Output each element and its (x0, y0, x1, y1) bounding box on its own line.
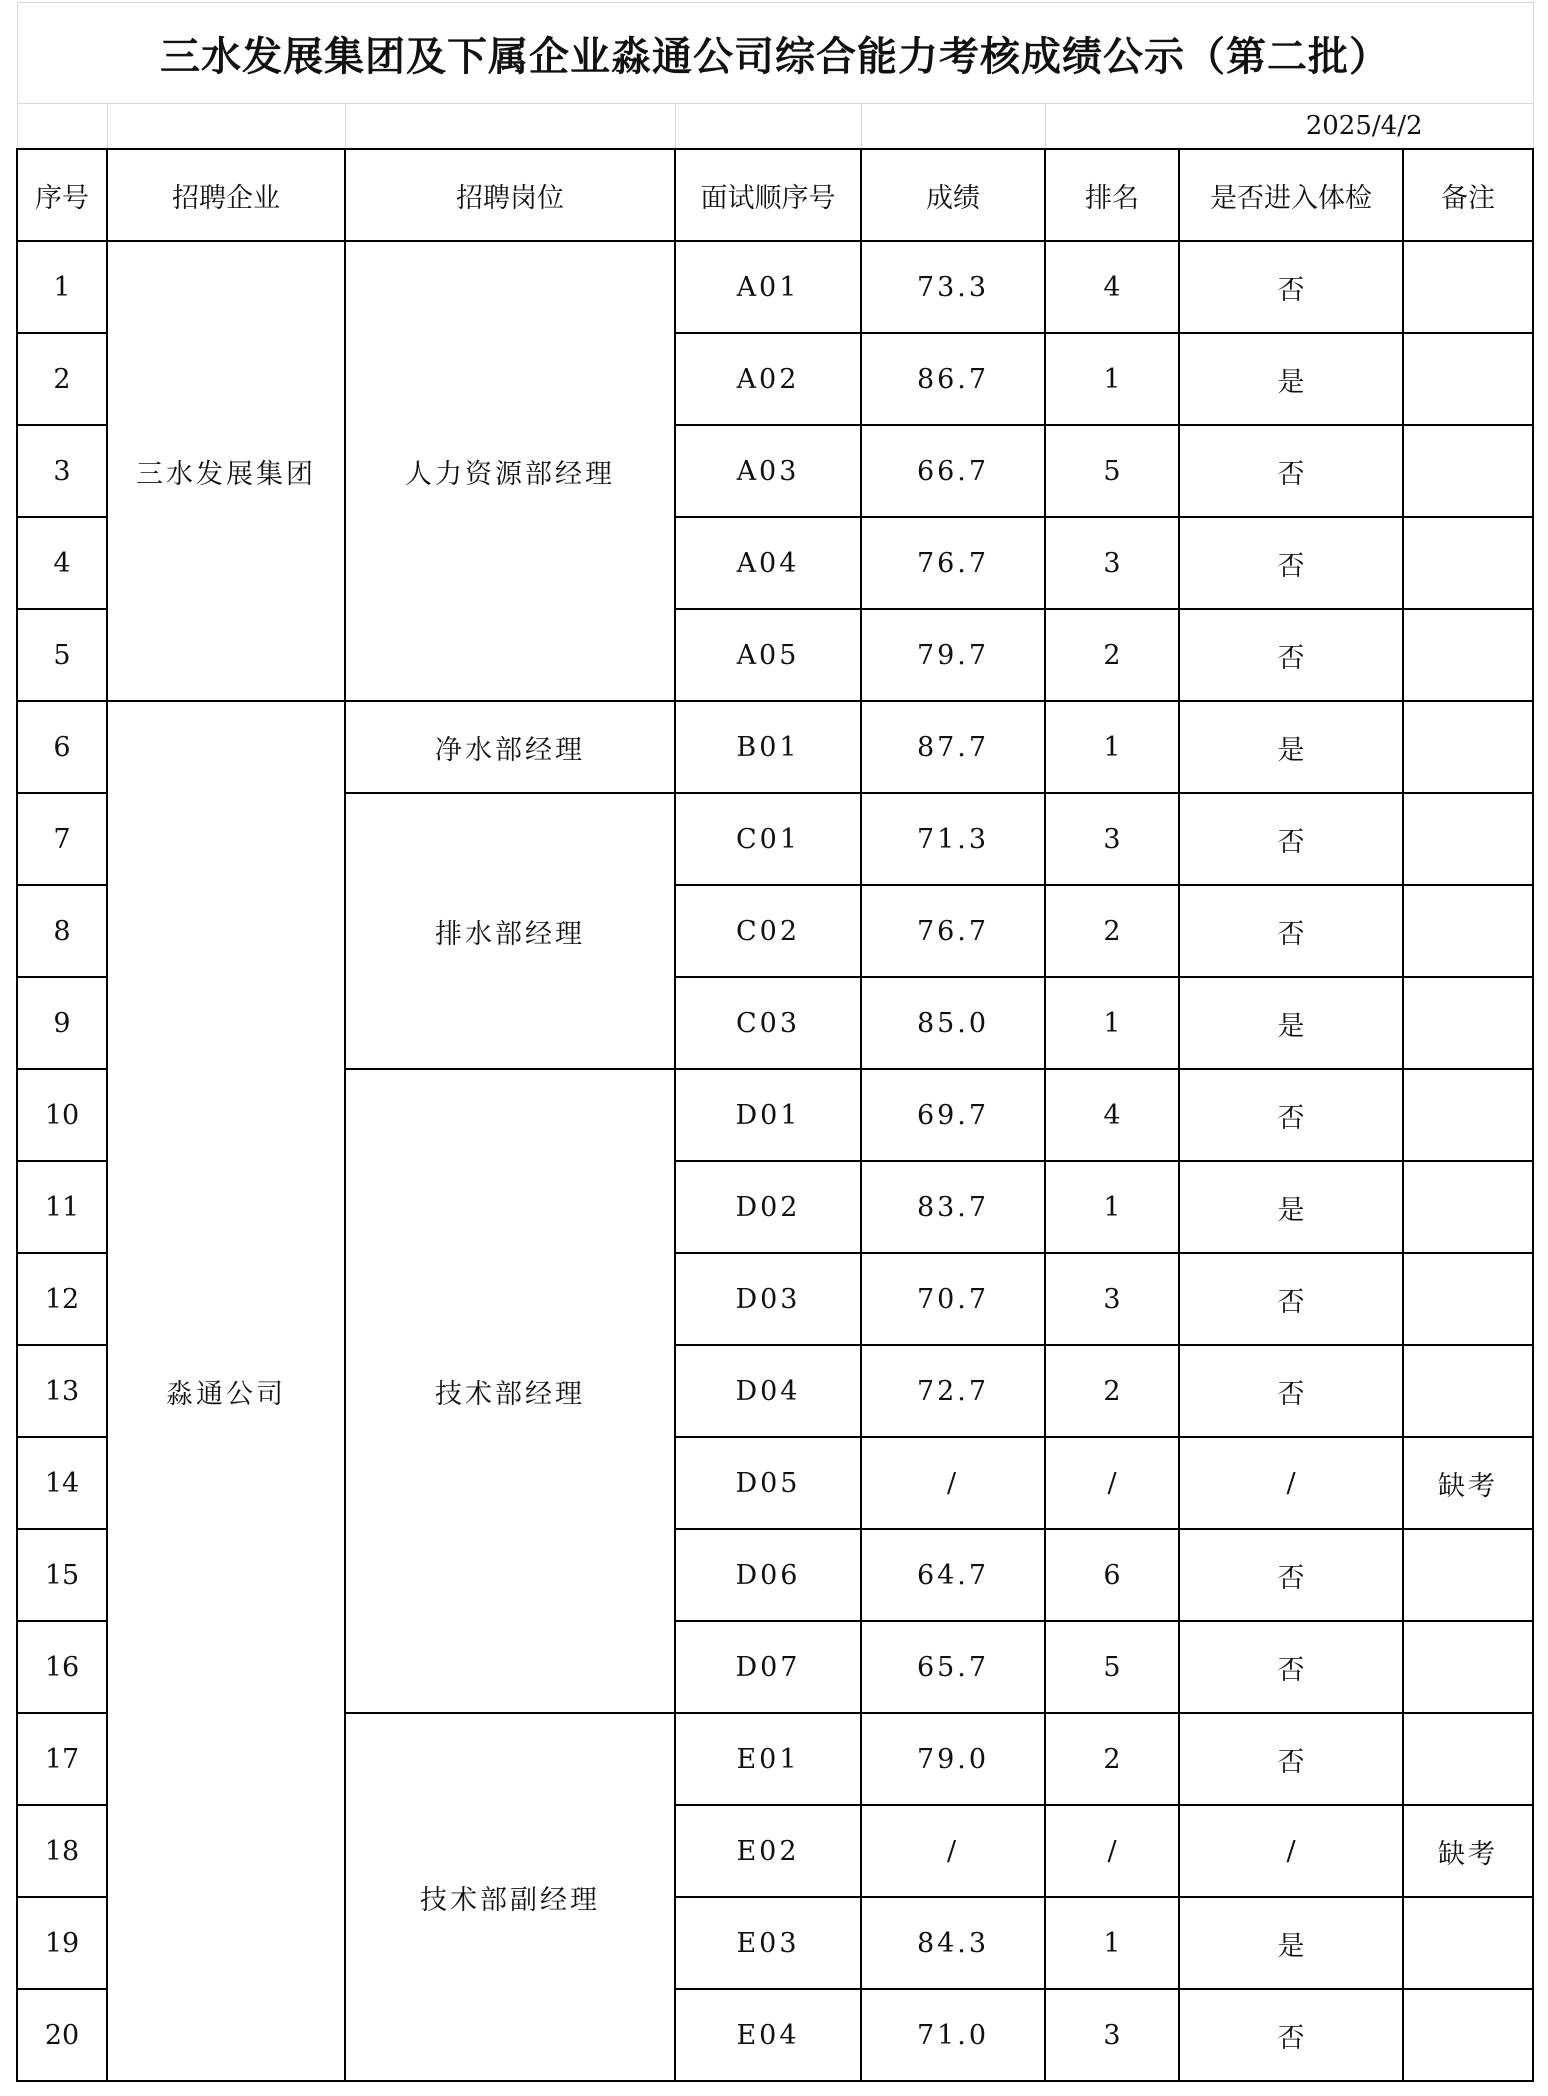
cell-rank: 1 (1045, 333, 1179, 425)
cell-score: 87.7 (861, 701, 1045, 793)
cell-physical-exam: 否 (1179, 1529, 1403, 1621)
header-company: 招聘企业 (107, 149, 345, 241)
blank-cell (861, 104, 1045, 150)
cell-interview-order: D04 (675, 1345, 861, 1437)
cell-physical-exam: 是 (1179, 333, 1403, 425)
cell-interview-order: B01 (675, 701, 861, 793)
cell-rank: 5 (1045, 1621, 1179, 1713)
cell-physical-exam: 是 (1179, 701, 1403, 793)
cell-physical-exam: 是 (1179, 1897, 1403, 1989)
cell-note (1403, 1253, 1533, 1345)
cell-interview-order: D06 (675, 1529, 861, 1621)
cell-interview-order: A03 (675, 425, 861, 517)
cell-note (1403, 977, 1533, 1069)
cell-interview-order: A04 (675, 517, 861, 609)
cell-note (1403, 1069, 1533, 1161)
cell-note (1403, 1345, 1533, 1437)
header-note: 备注 (1403, 149, 1533, 241)
cell-note: 缺考 (1403, 1805, 1533, 1897)
cell-physical-exam: 是 (1179, 1161, 1403, 1253)
cell-rank: 5 (1045, 425, 1179, 517)
cell-score: 86.7 (861, 333, 1045, 425)
cell-no: 3 (17, 425, 107, 517)
cell-note (1403, 241, 1533, 333)
cell-no: 13 (17, 1345, 107, 1437)
cell-no: 14 (17, 1437, 107, 1529)
cell-interview-order: D03 (675, 1253, 861, 1345)
cell-no: 10 (17, 1069, 107, 1161)
cell-position: 净水部经理 (345, 701, 675, 793)
cell-physical-exam: 否 (1179, 1621, 1403, 1713)
cell-no: 4 (17, 517, 107, 609)
cell-interview-order: E01 (675, 1713, 861, 1805)
cell-rank: 3 (1045, 1989, 1179, 2081)
blank-cell (107, 104, 345, 150)
cell-score: 79.0 (861, 1713, 1045, 1805)
cell-physical-exam: / (1179, 1805, 1403, 1897)
score-sheet (16, 2, 1532, 2082)
cell-physical-exam: 是 (1179, 977, 1403, 1069)
cell-score: 76.7 (861, 517, 1045, 609)
cell-no: 16 (17, 1621, 107, 1713)
cell-physical-exam: 否 (1179, 241, 1403, 333)
cell-no: 8 (17, 885, 107, 977)
cell-score: / (861, 1805, 1045, 1897)
cell-physical-exam: 否 (1179, 517, 1403, 609)
cell-no: 18 (17, 1805, 107, 1897)
page-title: 三水发展集团及下属企业淼通公司综合能力考核成绩公示（第二批） (17, 3, 1533, 104)
publish-date: 2025/4/2 (1045, 104, 1533, 150)
cell-no: 1 (17, 241, 107, 333)
cell-company: 淼通公司 (107, 701, 345, 2081)
cell-no: 19 (17, 1897, 107, 1989)
cell-interview-order: E03 (675, 1897, 861, 1989)
cell-rank: / (1045, 1437, 1179, 1529)
cell-rank: 4 (1045, 241, 1179, 333)
blank-cell (345, 104, 675, 150)
header-interview-order: 面试顺序号 (675, 149, 861, 241)
cell-note (1403, 885, 1533, 977)
cell-rank: 1 (1045, 701, 1179, 793)
cell-score: 84.3 (861, 1897, 1045, 1989)
cell-note (1403, 1897, 1533, 1989)
cell-note (1403, 1161, 1533, 1253)
blank-cell (675, 104, 861, 150)
cell-physical-exam: 否 (1179, 1253, 1403, 1345)
cell-rank: 2 (1045, 1345, 1179, 1437)
cell-no: 9 (17, 977, 107, 1069)
cell-physical-exam: 否 (1179, 609, 1403, 701)
cell-score: 73.3 (861, 241, 1045, 333)
cell-score: 66.7 (861, 425, 1045, 517)
cell-note (1403, 1621, 1533, 1713)
header-no: 序号 (17, 149, 107, 241)
cell-physical-exam: 否 (1179, 425, 1403, 517)
cell-rank: 3 (1045, 517, 1179, 609)
cell-no: 15 (17, 1529, 107, 1621)
cell-interview-order: A01 (675, 241, 861, 333)
cell-position: 技术部副经理 (345, 1713, 675, 2081)
cell-interview-order: E02 (675, 1805, 861, 1897)
cell-score: 71.0 (861, 1989, 1045, 2081)
cell-note (1403, 425, 1533, 517)
table-row (17, 241, 1533, 333)
cell-rank: / (1045, 1805, 1179, 1897)
cell-no: 2 (17, 333, 107, 425)
cell-note (1403, 1713, 1533, 1805)
cell-interview-order: C02 (675, 885, 861, 977)
blank-cell (17, 104, 107, 150)
cell-position: 排水部经理 (345, 793, 675, 1069)
cell-interview-order: A02 (675, 333, 861, 425)
cell-score: 64.7 (861, 1529, 1045, 1621)
cell-position: 技术部经理 (345, 1069, 675, 1713)
cell-score: 79.7 (861, 609, 1045, 701)
cell-score: 76.7 (861, 885, 1045, 977)
cell-physical-exam: 否 (1179, 1345, 1403, 1437)
cell-no: 20 (17, 1989, 107, 2081)
cell-company: 三水发展集团 (107, 241, 345, 701)
cell-score: 71.3 (861, 793, 1045, 885)
cell-rank: 1 (1045, 1897, 1179, 1989)
cell-interview-order: C03 (675, 977, 861, 1069)
cell-rank: 1 (1045, 1161, 1179, 1253)
cell-physical-exam: 否 (1179, 885, 1403, 977)
cell-interview-order: A05 (675, 609, 861, 701)
cell-rank: 3 (1045, 1253, 1179, 1345)
cell-score: 83.7 (861, 1161, 1045, 1253)
cell-rank: 2 (1045, 609, 1179, 701)
header-row (17, 149, 1533, 241)
cell-rank: 2 (1045, 1713, 1179, 1805)
cell-note (1403, 609, 1533, 701)
cell-no: 11 (17, 1161, 107, 1253)
cell-interview-order: C01 (675, 793, 861, 885)
cell-score: 69.7 (861, 1069, 1045, 1161)
cell-rank: 3 (1045, 793, 1179, 885)
cell-score: / (861, 1437, 1045, 1529)
cell-note (1403, 517, 1533, 609)
header-physical-exam: 是否进入体检 (1179, 149, 1403, 241)
cell-score: 70.7 (861, 1253, 1045, 1345)
cell-physical-exam: 否 (1179, 1989, 1403, 2081)
cell-no: 12 (17, 1253, 107, 1345)
cell-note: 缺考 (1403, 1437, 1533, 1529)
cell-note (1403, 1989, 1533, 2081)
cell-score: 72.7 (861, 1345, 1045, 1437)
results-table (16, 2, 1534, 2082)
cell-rank: 4 (1045, 1069, 1179, 1161)
cell-interview-order: D07 (675, 1621, 861, 1713)
cell-position: 人力资源部经理 (345, 241, 675, 701)
cell-physical-exam: 否 (1179, 1713, 1403, 1805)
cell-no: 7 (17, 793, 107, 885)
cell-note (1403, 333, 1533, 425)
header-rank: 排名 (1045, 149, 1179, 241)
cell-score: 65.7 (861, 1621, 1045, 1713)
cell-score: 85.0 (861, 977, 1045, 1069)
cell-no: 6 (17, 701, 107, 793)
cell-interview-order: E04 (675, 1989, 861, 2081)
cell-interview-order: D02 (675, 1161, 861, 1253)
header-position: 招聘岗位 (345, 149, 675, 241)
cell-rank: 6 (1045, 1529, 1179, 1621)
cell-interview-order: D01 (675, 1069, 861, 1161)
table-row (17, 701, 1533, 793)
cell-physical-exam: / (1179, 1437, 1403, 1529)
cell-physical-exam: 否 (1179, 1069, 1403, 1161)
cell-rank: 2 (1045, 885, 1179, 977)
cell-note (1403, 793, 1533, 885)
cell-physical-exam: 否 (1179, 793, 1403, 885)
header-score: 成绩 (861, 149, 1045, 241)
cell-no: 5 (17, 609, 107, 701)
cell-interview-order: D05 (675, 1437, 861, 1529)
cell-note (1403, 1529, 1533, 1621)
cell-rank: 1 (1045, 977, 1179, 1069)
cell-note (1403, 701, 1533, 793)
cell-no: 17 (17, 1713, 107, 1805)
